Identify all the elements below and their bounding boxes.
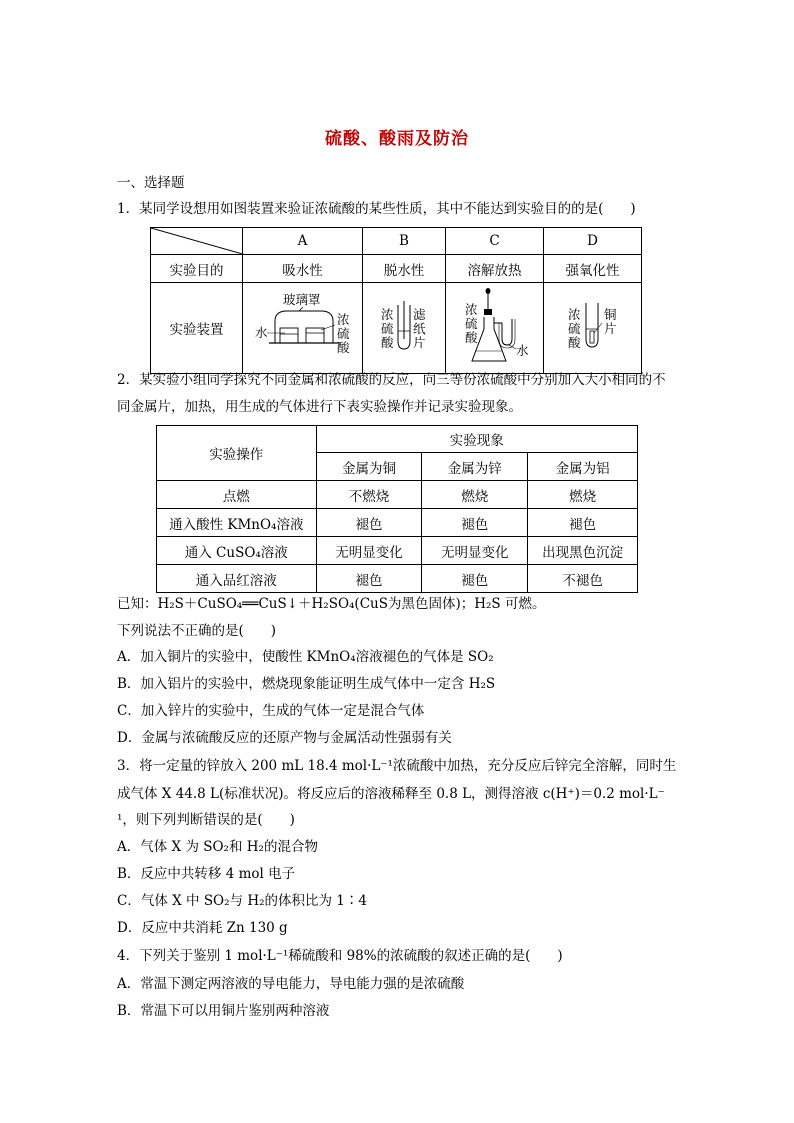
q1-header-a: A: [243, 228, 363, 255]
q2-cell: 褪色: [422, 509, 528, 537]
q3-option-d: D．反应中共消耗 Zn 130 g: [117, 920, 288, 936]
q1-header-b: B: [363, 228, 446, 255]
q2-ask: 下列说法不正确的是( ): [117, 623, 277, 639]
label-acid-a2: 硫: [337, 326, 350, 341]
label-acid-a3: 酸: [337, 340, 350, 355]
label-paper-2: 纸: [413, 321, 426, 336]
label-acid-c1: 浓: [465, 302, 478, 317]
test-tube-copper-diagram: [544, 283, 641, 369]
q3-stem-line1: 3．将一定量的锌放入 200 mL 18.4 mol·L⁻¹浓硫酸中加热，充分反应后锌完全溶解，同时生: [117, 758, 677, 774]
q3-option-c: C．气体 X 中 SO₂与 H₂的体积比为 1∶4: [117, 893, 367, 909]
section-heading: 一、选择题: [117, 175, 185, 191]
q2-cell: 褪色: [316, 565, 422, 593]
q2-cell: 无明显变化: [422, 537, 528, 565]
q2-stem-line1: 2．某实验小组同学探究不同金属和浓硫酸的反应，向三等份浓硫酸中分别加入大小相同的不: [117, 372, 666, 388]
q2-cell: 不褪色: [528, 565, 638, 593]
q2-cell: 燃烧: [422, 481, 528, 509]
bell-jar-apparatus-diagram: [243, 283, 362, 369]
q1-purpose-b: 脱水性: [363, 255, 446, 283]
q2-metal-al: 金属为铝: [528, 453, 638, 481]
q3-stem-line3: ¹，则下列判断错误的是( ): [117, 812, 295, 828]
q2-option-d: D．金属与浓硫酸反应的还原产物与金属活动性强弱有关: [117, 730, 452, 746]
q1-diagonal-cell: [151, 228, 243, 255]
q2-option-b: B．加入铝片的实验中，燃烧现象能证明生成气体中一定含 H₂S: [117, 676, 496, 692]
q1-apparatus-d: [544, 283, 642, 374]
q2-op: 点燃: [157, 481, 317, 509]
q3-option-a: A．气体 X 为 SO₂和 H₂的混合物: [117, 839, 318, 855]
q1-stem: 1．某同学设想用如图装置来验证浓硫酸的某些性质，其中不能达到实验目的的是( ): [117, 201, 636, 217]
q2-phenomenon-header: 实验现象: [316, 426, 637, 453]
q1-purpose-d: 强氧化性: [544, 255, 642, 283]
q2-option-c: C．加入锌片的实验中，生成的气体一定是混合气体: [117, 703, 425, 719]
label-acid-d3: 酸: [568, 335, 581, 350]
q2-cell: 不燃烧: [316, 481, 422, 509]
q2-cell: 褪色: [422, 565, 528, 593]
q1-row1-label: 实验目的: [151, 255, 243, 283]
q2-table: [156, 425, 638, 593]
q2-cell: 出现黑色沉淀: [528, 537, 638, 565]
q2-known: 已知：H₂S＋CuSO₄══CuS↓＋H₂SO₄(CuS为黑色固体)；H₂S 可燃。: [117, 596, 546, 612]
q1-apparatus-c: [446, 283, 544, 374]
q1-purpose-a: 吸水性: [243, 255, 363, 283]
label-acid-d2: 硫: [568, 321, 581, 336]
label-glass-cover: 玻璃罩: [283, 292, 321, 307]
label-acid-a1: 浓: [337, 312, 350, 327]
q2-cell: 褪色: [316, 509, 422, 537]
q1-table: [150, 227, 642, 374]
q1-purpose-c: 溶解放热: [446, 255, 544, 283]
q2-cell: 无明显变化: [316, 537, 422, 565]
flask-u-tube-diagram: [446, 283, 543, 369]
q4-option-b: B．常温下可以用铜片鉴别两种溶液: [117, 1003, 330, 1019]
label-paper-3: 片: [413, 335, 426, 350]
test-tube-filter-paper-diagram: [363, 283, 445, 369]
label-paper-1: 滤: [413, 307, 426, 322]
diagonal-line: [151, 228, 246, 255]
q1-header-c: C: [446, 228, 544, 255]
label-acid-d1: 浓: [568, 307, 581, 322]
q2-option-a: A．加入铜片的实验中，使酸性 KMnO₄溶液褪色的气体是 SO₂: [117, 649, 494, 665]
q2-cell: 褪色: [528, 509, 638, 537]
q2-op: 通入酸性 KMnO₄溶液: [157, 509, 317, 537]
page-title: 硫酸、酸雨及防治: [325, 129, 469, 149]
q2-stem-line2: 同金属片，加热，用生成的气体进行下表实验操作并记录实验现象。: [117, 399, 522, 415]
label-copper-2: 片: [604, 321, 617, 336]
q3-option-b: B．反应中共转移 4 mol 电子: [117, 866, 296, 882]
q1-apparatus-a: [243, 283, 363, 374]
label-acid-b3: 酸: [381, 335, 394, 350]
q1-header-d: D: [544, 228, 642, 255]
q2-op-header: 实验操作: [157, 426, 317, 481]
label-acid-c2: 硫: [465, 316, 478, 331]
q4-option-a: A．常温下测定两溶液的导电能力，导电能力强的是浓硫酸: [117, 976, 465, 992]
q2-cell: 燃烧: [528, 481, 638, 509]
q2-op: 通入品红溶液: [157, 565, 317, 593]
label-acid-c3: 酸: [465, 330, 478, 345]
q2-metal-zn: 金属为锌: [422, 453, 528, 481]
q1-apparatus-b: [363, 283, 446, 374]
q3-stem-line2: 成气体 X 44.8 L(标准状况)。将反应后的溶液稀释至 0.8 L，测得溶液 c(H⁺)＝0.2 mol·L⁻: [117, 786, 665, 802]
q2-op: 通入 CuSO₄溶液: [157, 537, 317, 565]
label-acid-b1: 浓: [381, 307, 394, 322]
q1-row2-label: 实验装置: [151, 283, 243, 374]
q2-metal-cu: 金属为铜: [316, 453, 422, 481]
label-acid-b2: 硫: [381, 321, 394, 336]
label-water-a: 水: [255, 325, 268, 340]
q4-stem: 4．下列关于鉴别 1 mol·L⁻¹稀硫酸和 98%的浓硫酸的叙述正确的是( ): [117, 948, 563, 964]
label-water-c: 水: [516, 343, 529, 358]
label-copper-1: 铜: [604, 307, 617, 322]
